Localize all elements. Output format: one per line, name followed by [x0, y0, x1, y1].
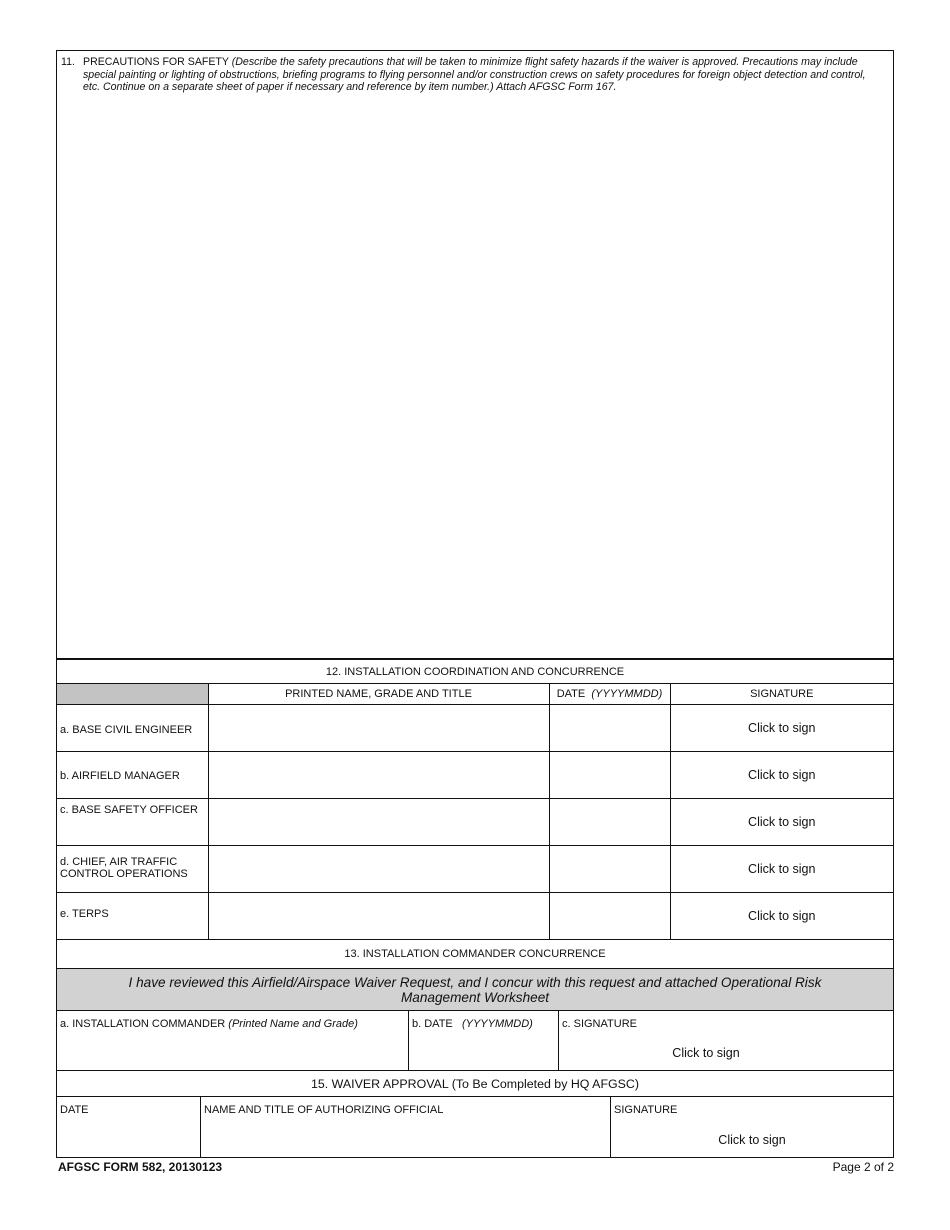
commander-label: [57, 1011, 408, 1030]
click-to-sign[interactable]: Click to sign: [748, 909, 816, 923]
precautions-text-area[interactable]: [77, 99, 873, 646]
column-header-signature: SIGNATURE: [670, 684, 893, 705]
section-12-table: [57, 660, 893, 940]
signature-field-atc-chief[interactable]: [670, 846, 893, 893]
authorizing-official-label: NAME AND TITLE OF AUTHORIZING OFFICIAL: [204, 1104, 444, 1116]
section-11-number: 11.: [61, 56, 75, 68]
row-label-cell: [57, 799, 208, 846]
commander-name-field[interactable]: [57, 1011, 409, 1070]
row-label: e. TERPS: [60, 908, 109, 920]
approval-signature-label: SIGNATURE: [614, 1104, 678, 1116]
printed-name-field-terps[interactable]: [208, 893, 549, 940]
approval-date-label: DATE: [60, 1104, 89, 1116]
approval-date-field[interactable]: [57, 1097, 201, 1157]
concurrence-statement: I have reviewed this Airfield/Airspace Waiver Request, and I concur with this request and attached Operational Risk Management Worksheet: [57, 969, 893, 1011]
section-11-title: PRECAUTIONS FOR SAFETY: [83, 56, 229, 68]
signature-field-safety-officer[interactable]: [670, 799, 893, 846]
section-11-precautions: [57, 51, 893, 660]
section-12-title: 12. INSTALLATION COORDINATION AND CONCURRENCE: [57, 660, 893, 684]
page-number: Page 2 of 2: [832, 1160, 894, 1174]
signature-field-civil-engineer[interactable]: [670, 705, 893, 752]
row-label: b. AIRFIELD MANAGER: [60, 770, 180, 782]
row-label: c. BASE SAFETY OFFICER: [60, 804, 198, 816]
commander-date-label-text: b. DATE: [412, 1018, 453, 1030]
section-15-fields: [57, 1097, 893, 1157]
commander-signature-field[interactable]: [559, 1011, 893, 1070]
table-row: [57, 846, 893, 893]
printed-name-field-airfield-manager[interactable]: [208, 752, 549, 799]
form-identifier: AFGSC FORM 582, 20130123: [58, 1160, 223, 1174]
table-row: [57, 799, 893, 846]
column-header-name: PRINTED NAME, GRADE AND TITLE: [208, 684, 549, 705]
commander-label-hint: (Printed Name and Grade): [228, 1018, 358, 1030]
printed-name-field-atc-chief[interactable]: [208, 846, 549, 893]
click-to-sign[interactable]: Click to sign: [748, 721, 816, 735]
column-header-date: [549, 684, 670, 705]
section-11-heading: [61, 56, 879, 94]
date-field-safety-officer[interactable]: [549, 799, 670, 846]
date-field-atc-chief[interactable]: [549, 846, 670, 893]
row-label-cell: [57, 705, 208, 752]
date-field-terps[interactable]: [549, 893, 670, 940]
date-field-civil-engineer[interactable]: [549, 705, 670, 752]
row-label: d. CHIEF, AIR TRAFFIC CONTROL OPERATIONS: [60, 856, 188, 880]
click-to-sign[interactable]: Click to sign: [748, 768, 816, 782]
commander-signature-label: c. SIGNATURE: [562, 1018, 637, 1030]
commander-date-field[interactable]: [409, 1011, 559, 1070]
printed-name-field-civil-engineer[interactable]: [208, 705, 549, 752]
column-header-date-format: (YYYYMMDD): [591, 688, 663, 700]
click-to-sign[interactable]: Click to sign: [672, 1046, 740, 1060]
click-to-sign[interactable]: Click to sign: [718, 1133, 786, 1147]
column-header-date-label: DATE: [556, 688, 586, 700]
table-row: [57, 705, 893, 752]
row-label-cell: [57, 846, 208, 893]
afgsc-form-582-page-2: [56, 50, 894, 1158]
row-label: a. BASE CIVIL ENGINEER: [60, 724, 193, 736]
section-15-title: 15. WAIVER APPROVAL (To Be Completed by HQ AFGSC): [57, 1071, 893, 1097]
table-row: [57, 893, 893, 940]
commander-date-format: (YYYYMMDD): [461, 1018, 533, 1030]
commander-date-label: [409, 1011, 558, 1030]
authorizing-official-field[interactable]: [201, 1097, 611, 1157]
section-13-title: 13. INSTALLATION COMMANDER CONCURRENCE: [57, 940, 893, 969]
signature-field-terps[interactable]: [670, 893, 893, 940]
click-to-sign[interactable]: Click to sign: [748, 815, 816, 829]
row-label-cell: [57, 752, 208, 799]
printed-name-field-safety-officer[interactable]: [208, 799, 549, 846]
table-row: [57, 752, 893, 799]
commander-label-text: a. INSTALLATION COMMANDER: [60, 1018, 226, 1030]
approval-signature-field[interactable]: [611, 1097, 893, 1157]
row-label-cell: [57, 893, 208, 940]
signature-field-airfield-manager[interactable]: [670, 752, 893, 799]
date-field-airfield-manager[interactable]: [549, 752, 670, 799]
click-to-sign[interactable]: Click to sign: [748, 862, 816, 876]
section-13-fields: [57, 1011, 893, 1071]
section-12-corner-cell: [57, 684, 208, 705]
section-11-instructions: (Describe the safety precautions that will be taken to minimize flight safety hazards if the waiver is approved. Precautions may include special painting or lighting of obstructions, briefing programs to flying personnel and/or construction crews on safety procedures for foreign object detection and control, etc. Continue on a separate sheet of paper if necessary and reference by item number.) Attach AFGSC Form 167.: [83, 56, 866, 94]
